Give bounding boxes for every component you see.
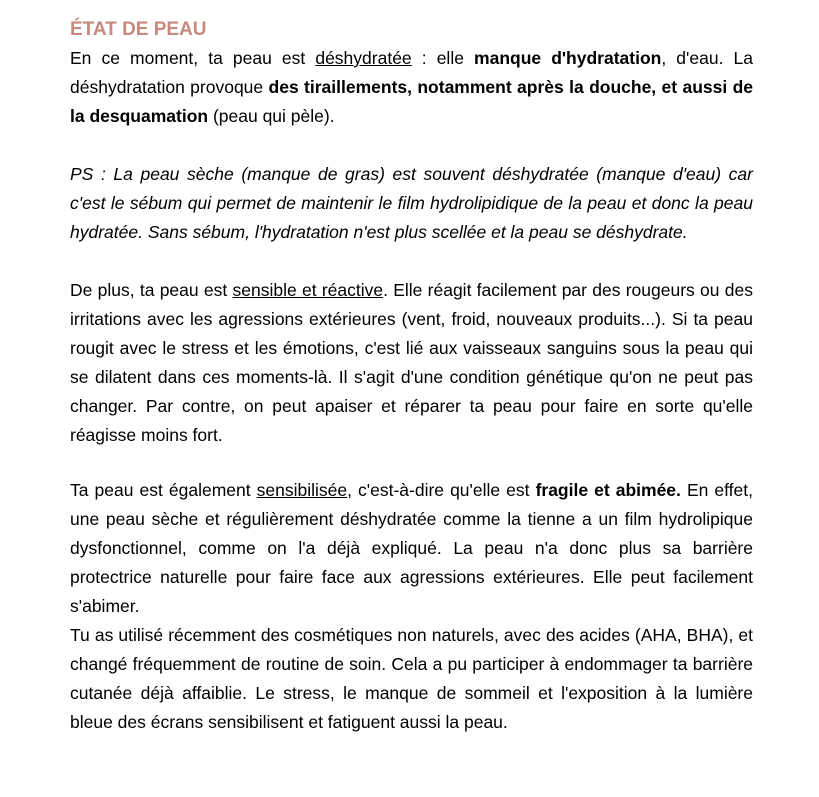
text-segment: . Elle réagit facilement par des rougeurs ou des irritations avec les agressions extérieures (vent, froid, nouveaux produits...). Si ta peau rougit avec le stress et les émotions, c'est lié aux vaisseaux sanguins sous la peau qui se dilatent dans ces moments-là. Il s'agit d'une condition génétique qu'on ne peut pas changer. Par contre, on peut apaiser et réparer ta peau pour faire en sorte qu'elle réagisse moins fort.: [70, 280, 753, 445]
underlined-term-sensible-reactive: sensible et réactive: [232, 280, 384, 300]
text-segment: Tu as utilisé récemment des cosmétiques non naturels, avec des acides (AHA, BHA), et changé fréquemment de routine de soin. Cela a pu participer à endommager ta barrière cutanée déjà affaiblie. Le stress, le manque de sommeil et l'exposition à la lumière bleue des écrans sensibilisent et fatiguent aussi la peau.: [70, 625, 753, 732]
text-segment: , c'est-à-dire qu'elle est: [347, 480, 536, 500]
paragraph-ps-note: [70, 160, 753, 247]
paragraph-skin-state-intro: [70, 44, 753, 131]
bold-term-manque-hydratation: manque d'hydratation: [474, 48, 662, 68]
text-segment: : elle: [411, 48, 475, 68]
bold-term-fragile-abimee: fragile et abimée.: [535, 480, 681, 500]
bold-term-tiraillements-desquamation: des tiraillements, notamment après la douche, et aussi de la desquamation: [70, 77, 753, 126]
underlined-term-deshydratee: déshydratée: [315, 48, 412, 68]
underlined-term-sensibilisee: sensibilisée: [256, 480, 348, 500]
paragraph-sensitized: [70, 476, 753, 621]
paragraph-cosmetics-lifestyle: [70, 621, 753, 737]
page-title: ÉTAT DE PEAU: [70, 19, 207, 40]
text-segment: De plus, ta peau est: [70, 280, 233, 300]
text-segment: (peau qui pèle).: [208, 106, 335, 126]
text-segment: Ta peau est également: [70, 480, 257, 500]
text-segment: , d'eau. La déshydratation provoque: [70, 48, 753, 97]
italic-ps-text: PS : La peau sèche (manque de gras) est souvent déshydratée (manque d'eau) car c'est le sébum qui permet de maintenir le film hydrolipidique de la peau et donc la peau hydratée. Sans sébum, l'hydratation n'est plus scellée et la peau se déshydrate.: [70, 164, 753, 242]
text-segment: En ce moment, ta peau est: [70, 48, 316, 68]
text-segment: En effet, une peau sèche et régulièrement déshydratée comme la tienne a un film hydrolipique dysfonctionnel, comme on l'a déjà expliqué. La peau n'a donc plus sa barrière protectrice naturelle pour faire face aux agressions extérieures. Elle peut facilement s'abimer.: [70, 480, 753, 616]
paragraph-sensitive-reactive: [70, 276, 753, 450]
